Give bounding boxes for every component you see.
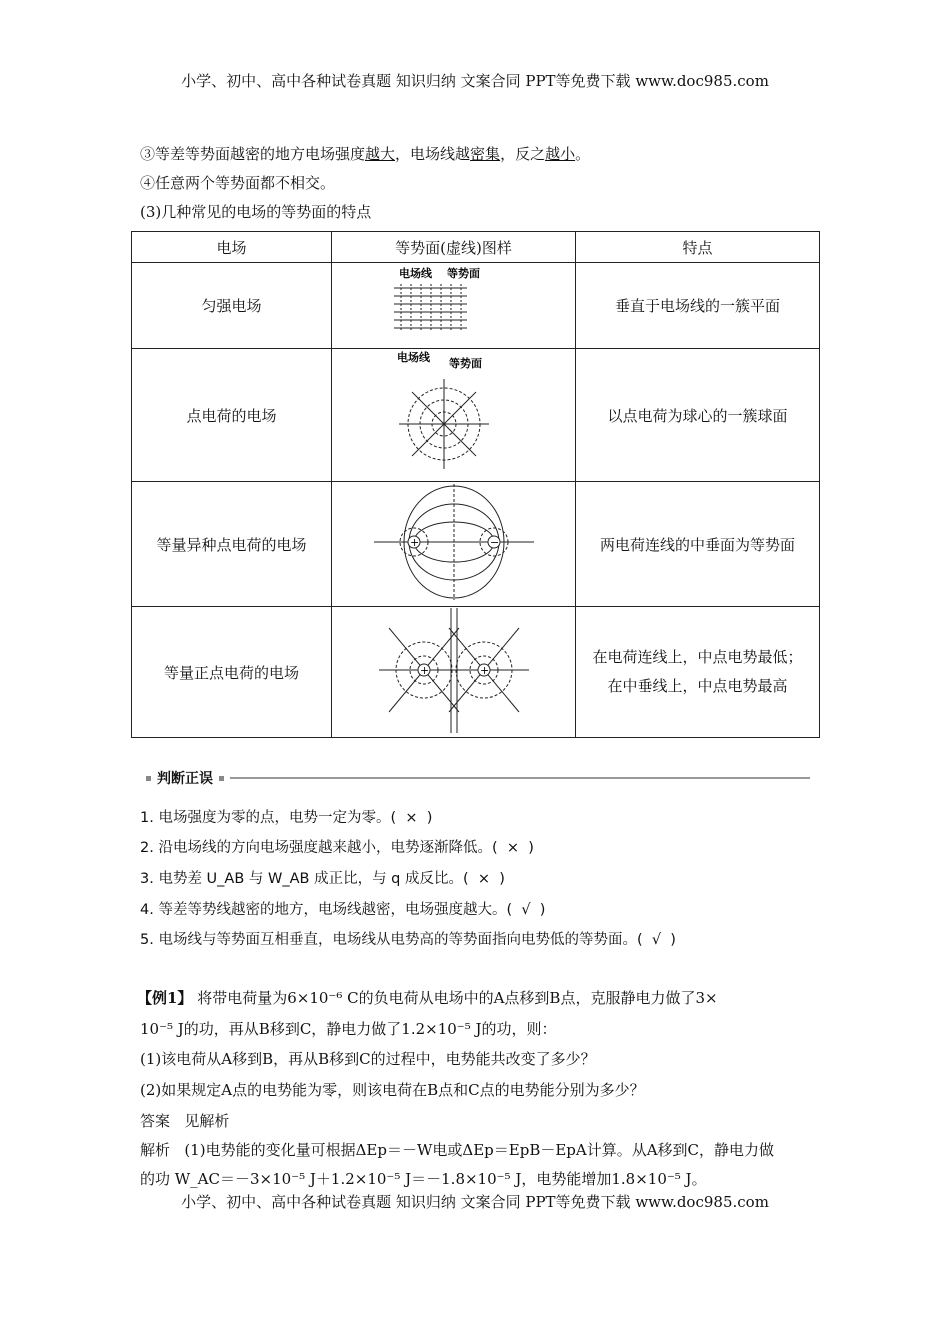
uniform-field-diagram (389, 264, 519, 344)
underlined-text: 越大 (365, 145, 396, 163)
divider (230, 777, 810, 779)
paragraph-5: (3)几种常见的电场的等势面的特点 (140, 203, 372, 221)
example-line: 10⁻⁵ J的功，再从B移到C，静电力做了1.2×10⁻⁵ J的功，则： (140, 1020, 557, 1038)
feature-cell: 垂直于电场线的一簇平面 (576, 263, 820, 349)
point-charge-diagram (389, 349, 519, 477)
judgement-item: 3. 电势差 U_AB 与 W_AB 成正比，与 q 成反比。( × ) (140, 871, 505, 887)
judgement-item: 1. 电场强度为零的点，电势一定为零。( × ) (140, 810, 433, 826)
page-footer: 小学、初中、高中各种试卷真题 知识归纳 文案合同 PPT等免费下载 www.doc985.com (181, 1193, 769, 1211)
charge-sign: − (489, 536, 499, 549)
diagram-label: 电场线 (398, 266, 432, 280)
answer-mark: √ (651, 932, 662, 948)
feature-cell: 以点电荷为球心的一簇球面 (576, 349, 820, 482)
section-title: 判断正误 (157, 771, 213, 787)
answer-mark: × (405, 810, 418, 826)
like-charges-diagram (379, 608, 529, 733)
header-cell: 特点 (576, 232, 820, 263)
feature-cell: 两电荷连线的中垂面为等势面 (576, 482, 820, 607)
diagram-cell (332, 482, 576, 607)
equipotential-table (131, 231, 820, 738)
field-cell: 匀强电场 (132, 263, 332, 349)
answer-mark: √ (521, 902, 531, 918)
paragraph-3 (140, 143, 590, 164)
header-cell: 电场 (132, 232, 332, 263)
field-cell: 等量正点电荷的电场 (132, 607, 332, 738)
judgement-item: 4. 等差等势线越密的地方，电场线越密，电场强度越大。( √ ) (140, 902, 546, 918)
text: ③等差等势面越密的地方电场强度 (140, 145, 366, 163)
diagram-label: 电场线 (396, 351, 430, 364)
feature-cell: 在电荷连线上，中点电势最低；在中垂线上，中点电势最高 (576, 607, 820, 738)
paragraph-4: ④任意两个等势面都不相交。 (140, 174, 336, 192)
analysis-line: 解析 (1)电势能的变化量可根据ΔEp＝－W电或ΔEp＝EpB－EpA计算。从A移到C，静电力做 (140, 1141, 775, 1159)
answer-line: 答案 见解析 (140, 1112, 230, 1130)
opposite-charges-diagram (369, 482, 539, 602)
analysis-label: 解析 (140, 1141, 171, 1159)
text: ，反之 (500, 145, 546, 163)
charge-sign: + (479, 663, 489, 677)
example-question: (2)如果规定A点的电势能为零，则该电荷在B点和C点的电势能分别为多少？ (140, 1081, 645, 1099)
answer-mark: × (506, 840, 519, 856)
judgement-item: 2. 沿电场线的方向电场强度越来越小，电势逐渐降低。( × ) (140, 840, 534, 856)
judgement-item: 5. 电场线与等势面互相垂直，电场线从电势高的等势面指向电势低的等势面。( √ ) (140, 932, 676, 948)
header-cell: 等势面(虚线)图样 (332, 232, 576, 263)
page-header: 小学、初中、高中各种试卷真题 知识归纳 文案合同 PPT等免费下载 www.doc985.com (181, 72, 769, 90)
example-line: 【例1】 将带电荷量为6×10⁻⁶ C的负电荷从电场中的A点移到B点，克服静电力做了3× (137, 989, 718, 1007)
diagram-cell (332, 607, 576, 738)
charge-sign: + (419, 663, 429, 677)
diagram-label: 等势面 (446, 266, 480, 280)
example-question: (1)该电荷从A移到B，再从B移到C的过程中，电势能共改变了多少？ (140, 1050, 596, 1068)
answer-label: 答案 (140, 1112, 171, 1130)
diagram-cell (332, 349, 576, 482)
charge-sign: + (409, 536, 419, 549)
section-heading (140, 768, 810, 788)
diagram-cell (332, 263, 576, 349)
diagram-label: 等势面 (448, 357, 482, 370)
analysis-line: 的功 W_AC＝－3×10⁻⁵ J＋1.2×10⁻⁵ J＝－1.8×10⁻⁵ J，电势能增加1.8×10⁻⁵ J。 (140, 1170, 707, 1188)
field-cell: 点电荷的电场 (132, 349, 332, 482)
field-cell: 等量异种点电荷的电场 (132, 482, 332, 607)
underlined-text: 密集 (470, 145, 501, 163)
example-label: 【例1】 (137, 989, 193, 1007)
text: ，电场线越 (395, 145, 471, 163)
text: 。 (575, 145, 591, 163)
underlined-text: 越小 (545, 145, 576, 163)
answer-mark: × (477, 871, 491, 887)
